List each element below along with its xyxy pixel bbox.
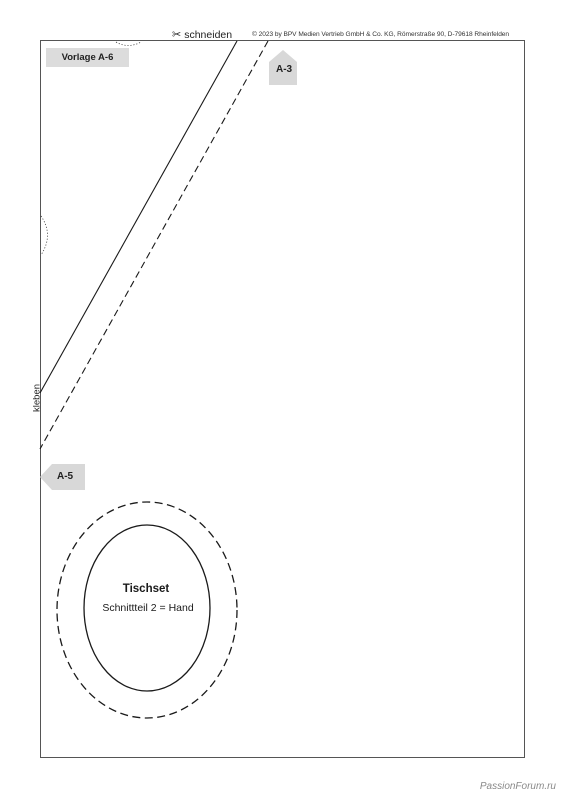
tag-a5-label: A-5: [57, 471, 74, 482]
tag-a3-label: A-3: [276, 64, 293, 75]
dotted-arc-top: [116, 42, 141, 46]
diagonal-solid-line: [40, 41, 237, 393]
pattern-piece-subtitle: Schnittteil 2 = Hand: [102, 602, 194, 614]
cut-label: schneiden: [184, 29, 233, 41]
glue-label: kleben: [31, 384, 43, 412]
watermark: PassionForum.ru: [479, 781, 556, 792]
copyright-notice: © 2023 by BPV Medien Vertrieb GmbH & Co. KG, Römerstraße 90, D-79618 Rheinfelden: [252, 31, 510, 38]
template-badge: Vorlage A-6: [46, 48, 129, 67]
diagonal-dashed-line: [40, 41, 268, 449]
dotted-arc-left: [41, 216, 48, 255]
pattern-piece-title: Tischset: [122, 583, 170, 595]
scissors-icon: ✂: [172, 28, 182, 41]
